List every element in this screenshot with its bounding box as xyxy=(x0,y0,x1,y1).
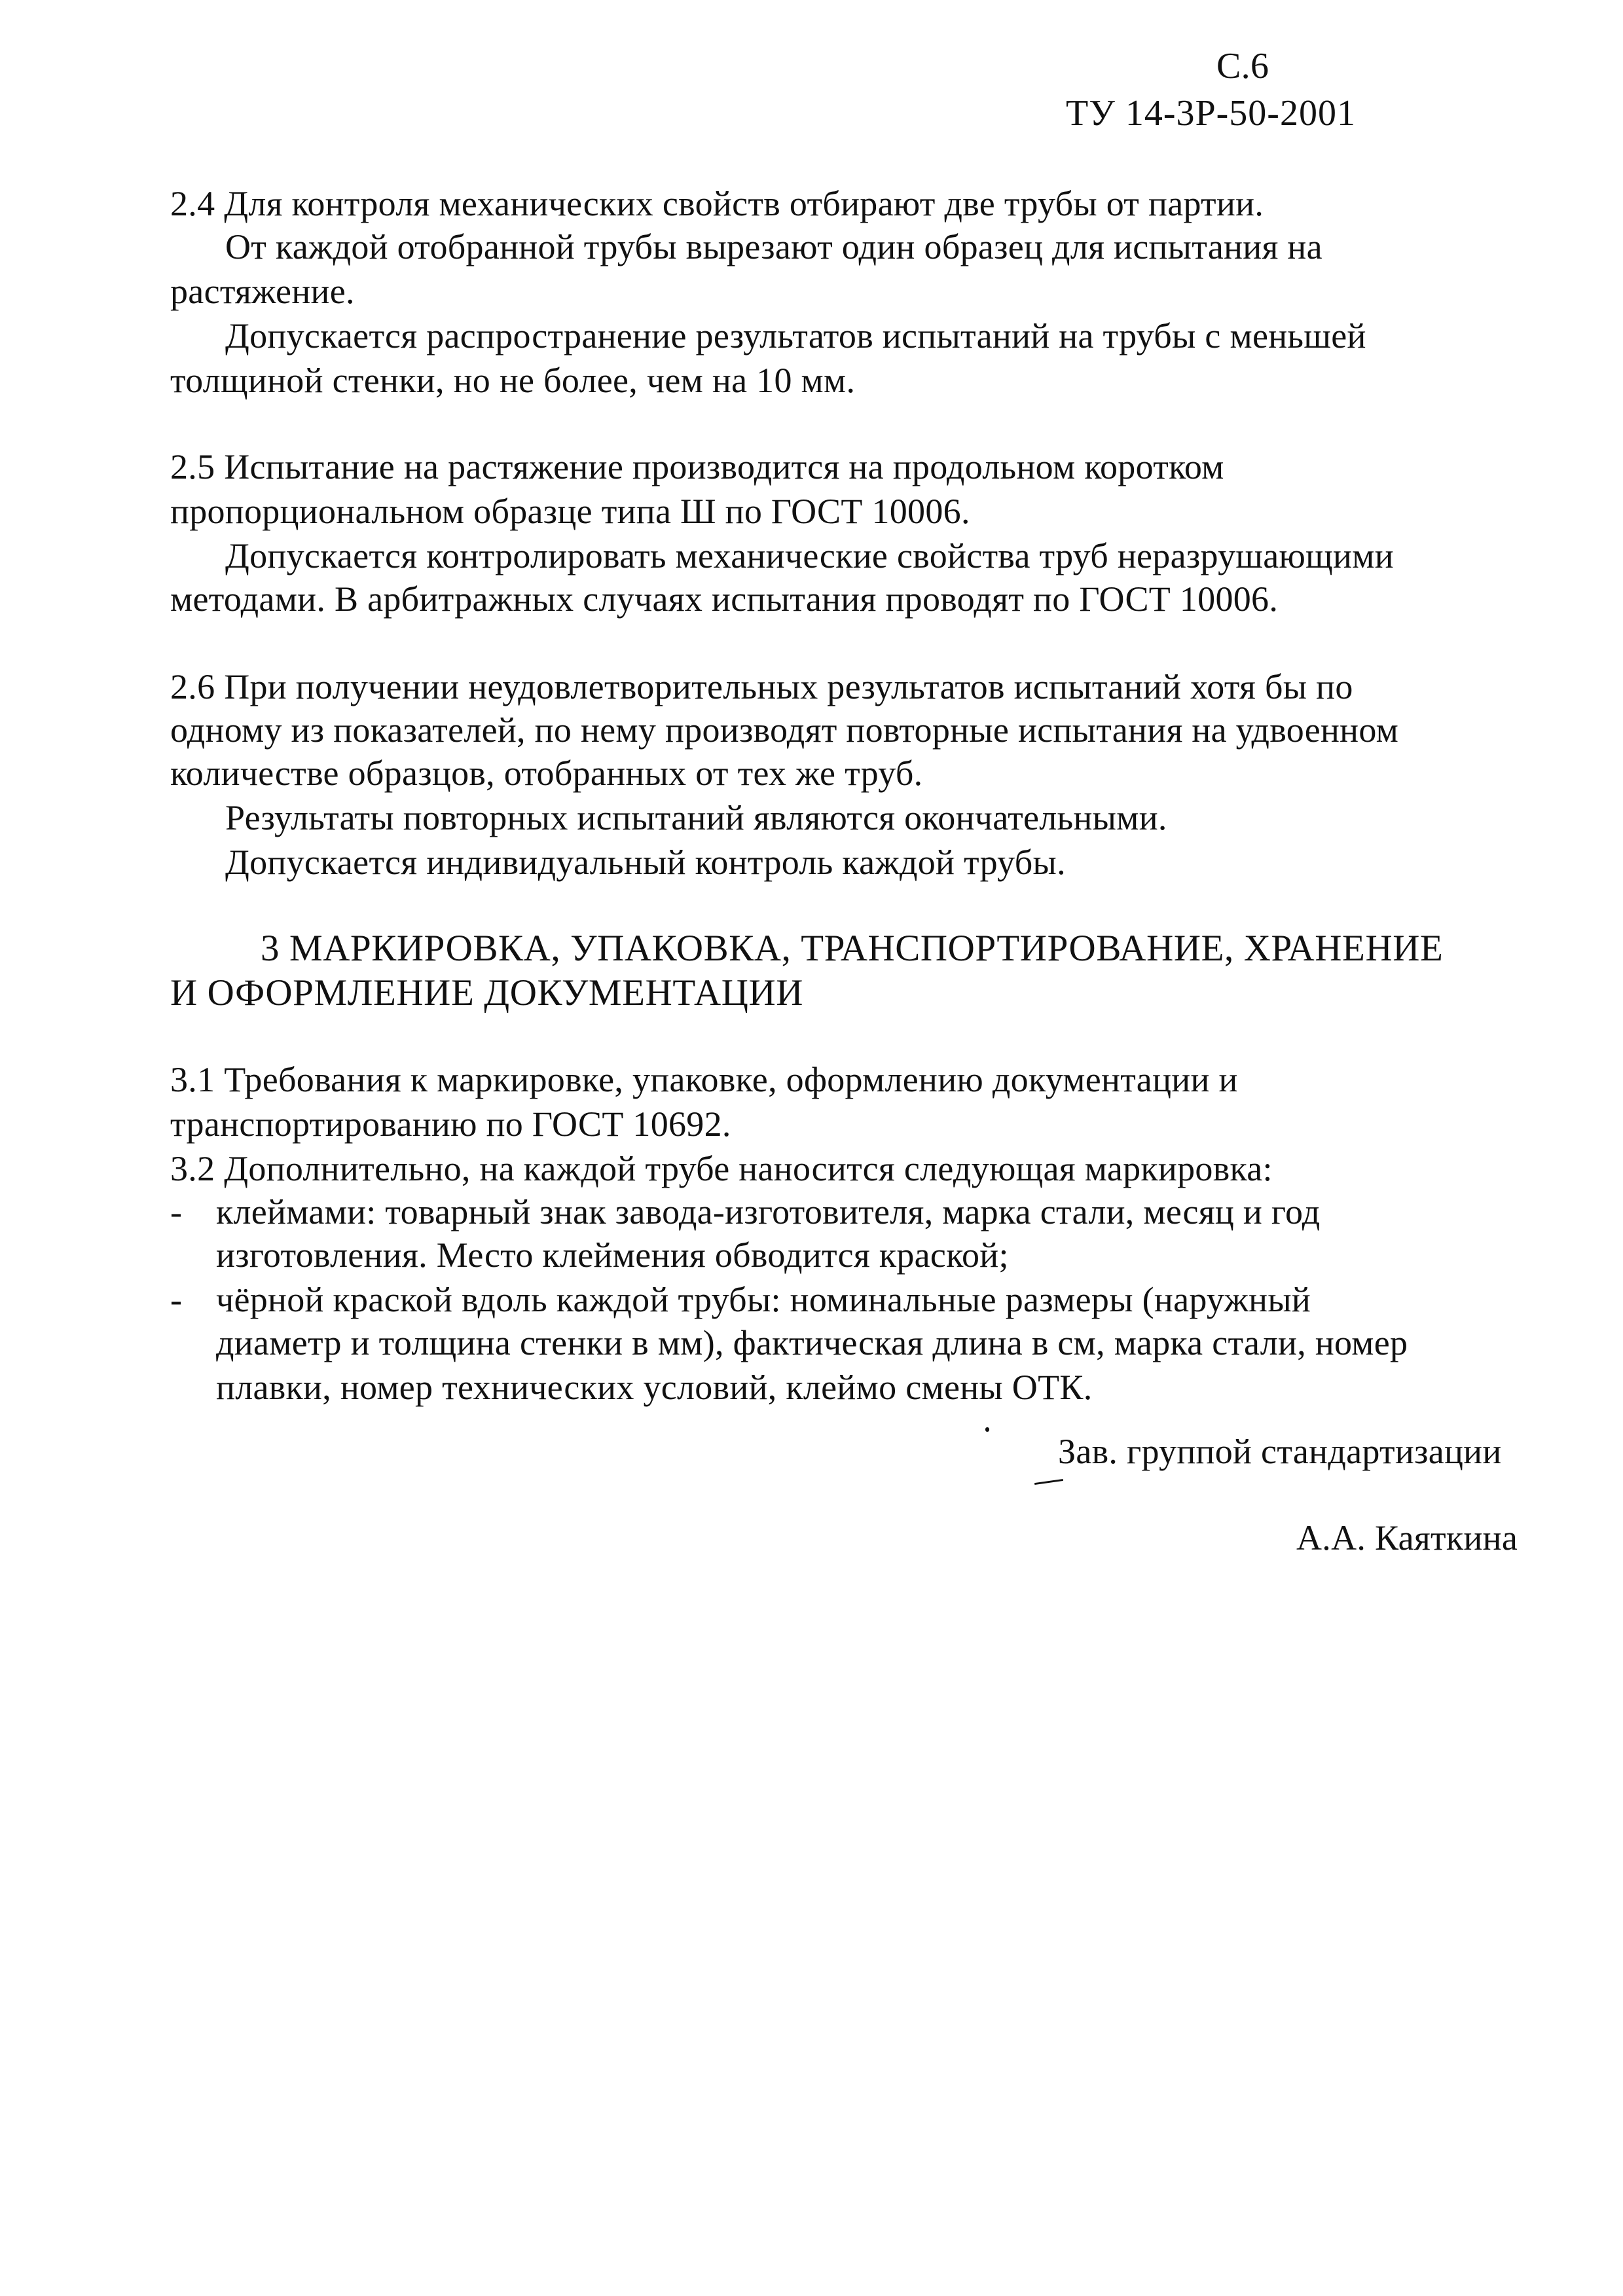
document-code: ТУ 14-3Р-50-2001 xyxy=(1066,93,1356,134)
section-3-heading-line-1: 3 МАРКИРОВКА, УПАКОВКА, ТРАНСПОРТИРОВАНИЕ, ХРАНЕНИЕ xyxy=(261,928,1444,969)
list-item-2-line-3: плавки, номер технических условий, клеймо смены ОТК. xyxy=(216,1368,1093,1407)
clause-2-4-line-5: толщиной стенки, но не более, чем на 10 мм. xyxy=(170,361,856,400)
section-3-heading-line-2: И ОФОРМЛЕНИЕ ДОКУМЕНТАЦИИ xyxy=(170,972,803,1013)
list-item-2-line-1: чёрной краской вдоль каждой трубы: номинальные размеры (наружный xyxy=(216,1280,1311,1319)
clause-2-6-line-4: Результаты повторных испытаний являются окончательными. xyxy=(225,798,1167,837)
signature-underline-mark xyxy=(1034,1479,1063,1485)
clause-2-5-line-4: методами. В арбитражных случаях испытания проводят по ГОСТ 10006. xyxy=(170,579,1279,619)
clause-2-5-line-3: Допускается контролировать механические свойства труб неразрушающими xyxy=(225,536,1394,575)
list-item-1-line-2: изготовления. Место клеймения обводится краской; xyxy=(216,1235,1009,1275)
clause-3-2-line-1: 3.2 Дополнительно, на каждой трубе наносится следующая маркировка: xyxy=(170,1149,1273,1188)
clause-2-6-line-1: 2.6 При получении неудовлетворительных результатов испытаний хотя бы по xyxy=(170,667,1353,706)
signatory-name: А.А. Каяткина xyxy=(1296,1518,1518,1558)
page-number: С.6 xyxy=(1216,46,1269,86)
clause-2-4-line-4: Допускается распространение результатов испытаний на трубы с меньшей xyxy=(225,316,1366,355)
clause-2-6-line-2: одному из показателей, по нему производят повторные испытания на удвоенном xyxy=(170,710,1399,750)
list-item-1-dash: - xyxy=(170,1192,182,1231)
clause-2-5-line-1: 2.5 Испытание на растяжение производится на продольном коротком xyxy=(170,447,1224,486)
scan-dot xyxy=(985,1427,989,1432)
clause-2-6-line-3: количестве образцов, отобранных от тех же труб. xyxy=(170,754,923,793)
clause-2-5-line-2: пропорциональном образце типа Ш по ГОСТ 10006. xyxy=(170,492,970,531)
clause-2-4-line-1: 2.4 Для контроля механических свойств отбирают две трубы от партии. xyxy=(170,184,1264,223)
clause-2-4-line-3: растяжение. xyxy=(170,272,355,311)
list-item-2-dash: - xyxy=(170,1280,182,1319)
clause-3-1-line-2: транспортированию по ГОСТ 10692. xyxy=(170,1104,731,1144)
clause-2-4-line-2: От каждой отобранной трубы вырезают один образец для испытания на xyxy=(225,227,1322,266)
list-item-1-line-1: клеймами: товарный знак завода-изготовителя, марка стали, месяц и год xyxy=(216,1192,1321,1231)
clause-3-1-line-1: 3.1 Требования к маркировке, упаковке, оформлению документации и xyxy=(170,1060,1238,1099)
signatory-position: Зав. группой стандартизации xyxy=(1058,1432,1502,1471)
list-item-2-line-2: диаметр и толщина стенки в мм), фактическая длина в см, марка стали, номер xyxy=(216,1323,1408,1362)
clause-2-6-line-5: Допускается индивидуальный контроль каждой трубы. xyxy=(225,843,1066,882)
